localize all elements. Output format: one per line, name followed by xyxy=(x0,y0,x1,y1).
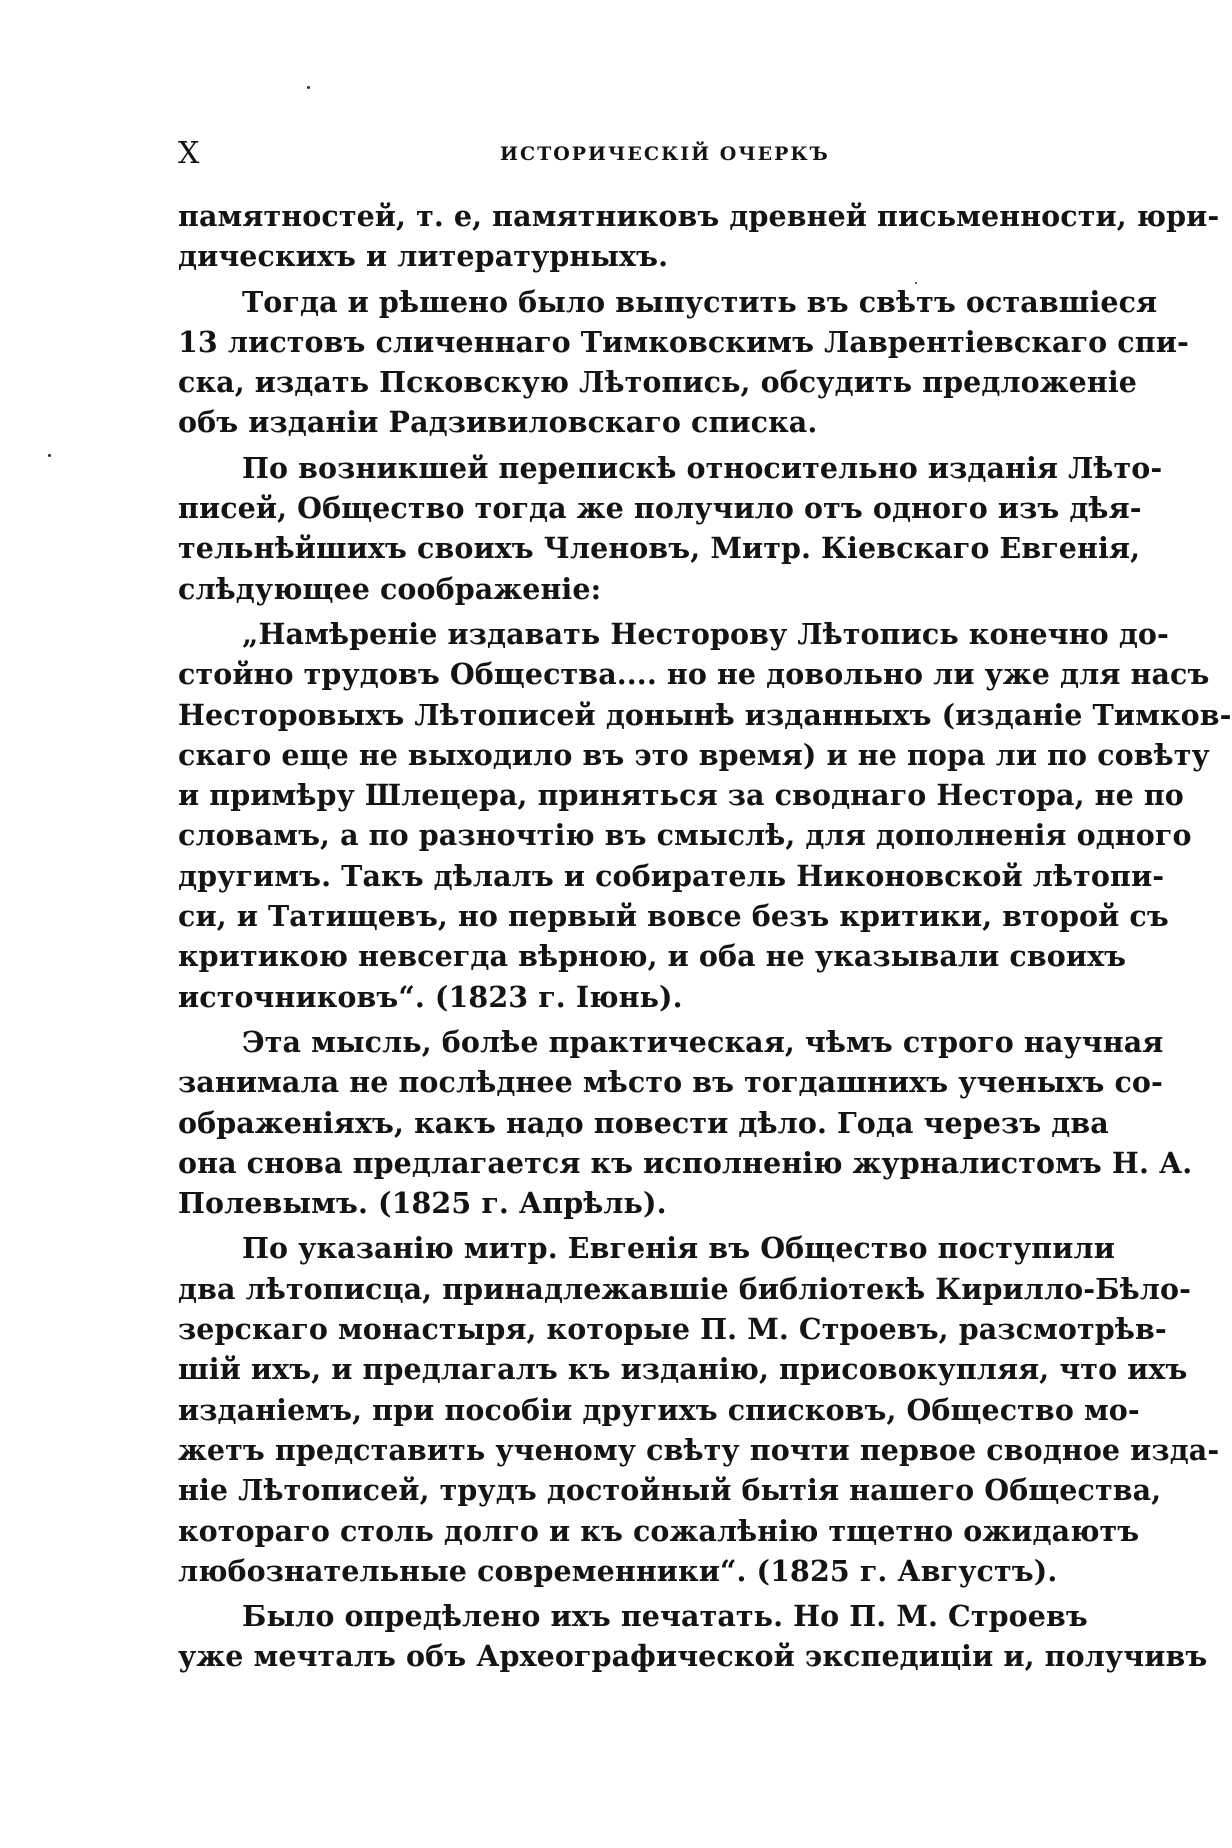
text-line: котораго столь долго и къ сожалѣнію тщетно ожидаютъ xyxy=(178,1513,1140,1548)
ink-speck xyxy=(307,86,310,89)
text-line: слѣдующее соображеніе: xyxy=(178,571,602,606)
text-line: жетъ представить ученому свѣту почти первое сводное изда- xyxy=(178,1432,1220,1467)
text-line: тельнѣйшихъ своихъ Членовъ, Митр. Кіевскаго Евгенія, xyxy=(178,531,1141,566)
text-line: памятностей, т. е, памятниковъ древней письменности, юри- xyxy=(178,199,1220,233)
quote-line: стойно трудовъ Общества.... но не довольно ли уже для насъ xyxy=(178,657,1210,692)
quote-line: си, и Татищевъ, но первый вовсе безъ критики, второй съ xyxy=(178,899,1169,934)
text-line: 13 листовъ сличеннаго Тимковскимъ Лаврентіевскаго спи- xyxy=(178,324,1189,359)
quote-line: „Намѣреніе издавать Несторову Лѣтопись конечно до- xyxy=(242,616,1169,651)
text-line: Было опредѣлено ихъ печатать. Но П. М. Строевъ xyxy=(242,1599,1088,1634)
text-line: два лѣтописца, принадлежавшіе библіотекѣ Кирилло-Бѣло- xyxy=(178,1271,1192,1306)
quote-line: другимъ. Такъ дѣлалъ и собиратель Никоновской лѣтопи- xyxy=(178,858,1165,893)
text-line: она снова предлагается къ исполненію журналистомъ Н. А. xyxy=(178,1145,1193,1180)
text-line: изданіемъ, при пособіи другихъ списковъ, Общество мо- xyxy=(178,1392,1140,1427)
quote-line: критикою невсегда вѣрною, и оба не указывали своихъ xyxy=(178,939,1127,974)
text-line: занимала не послѣднее мѣсто въ тогдашнихъ ученыхъ со- xyxy=(178,1065,1163,1100)
text-line: объ изданіи Радзивиловскаго списка. xyxy=(178,405,818,440)
quote-line: скаго еще не выходило въ это время) и не пора ли по совѣту xyxy=(178,737,1210,772)
text-line: дическихъ и литературныхъ. xyxy=(178,239,669,274)
text-line: Тогда и рѣшено было выпустить въ свѣтъ оставшіеся xyxy=(242,284,1158,319)
text-line: зерскаго монастыря, которые П. М. Строевъ, разсмотрѣв- xyxy=(178,1312,1167,1347)
text-line: ніе Лѣтописей, трудъ достойный бытія нашего Общества, xyxy=(178,1473,1162,1508)
text-line: По возникшей перепискѣ относительно изданія Лѣто- xyxy=(242,450,1163,485)
running-title: ИСТОРИЧЕСКІЙ ОЧЕРКЪ xyxy=(500,143,830,165)
text-line: уже мечталъ объ Археографической экспедиціи и, получивъ xyxy=(178,1639,1208,1674)
text-line: ображеніяхъ, какъ надо повести дѣло. Года черезъ два xyxy=(178,1105,1109,1140)
text-line: ска, издать Псковскую Лѣтопись, обсудить предложеніе xyxy=(178,365,1138,400)
quote-line: источниковъ“. (1823 г. Іюнь). xyxy=(178,979,683,1014)
text-line: Эта мысль, болѣе практическая, чѣмъ строго научная xyxy=(242,1024,1164,1059)
page-number: X xyxy=(178,136,201,171)
quote-line: словамъ, а по разночтію въ смыслѣ, для дополненія одного xyxy=(178,818,1192,853)
text-line: шій ихъ, и предлагалъ къ изданію, присовокупляя, что ихъ xyxy=(178,1352,1188,1387)
quote-line: Несторовыхъ Лѣтописей донынѣ изданныхъ (изданіе Тимков- xyxy=(178,697,1232,732)
text-line: Полевымъ. (1825 г. Апрѣль). xyxy=(178,1186,667,1221)
ink-speck xyxy=(48,454,51,457)
text-line: писей, Общество тогда же получило отъ одного изъ дѣя- xyxy=(178,491,1142,526)
quote-line: и примѣру Шлецера, приняться за своднаго Нестора, не по xyxy=(178,778,1184,813)
body-text xyxy=(178,196,1232,1677)
text-line: любознательные современники“. (1825 г. Августъ). xyxy=(178,1553,1058,1588)
text-line: По указанію митр. Евгенія въ Общество поступили xyxy=(242,1231,1115,1266)
page-header xyxy=(178,136,1088,176)
